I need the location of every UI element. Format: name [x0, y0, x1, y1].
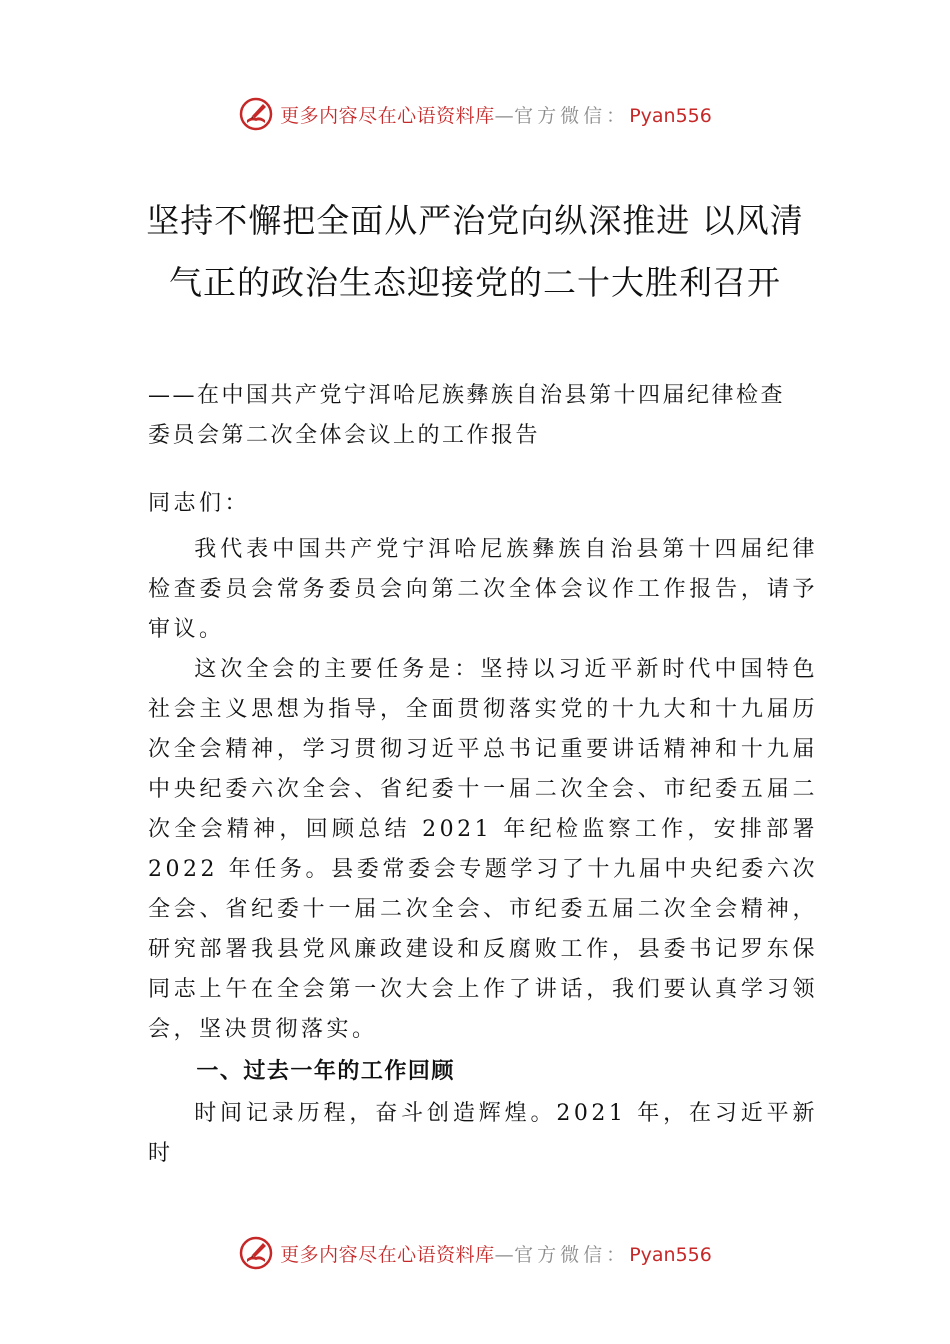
paragraph: 时间记录历程，奋斗创造辉煌。2021 年，在习近平新时 — [148, 1101, 818, 1166]
watermark-wechat-id: Pyan556 — [629, 1243, 712, 1266]
header-watermark-banner — [0, 94, 950, 134]
paragraph: 这次全会的主要任务是：坚持以习近平新时代中国特色社会主义思想为指导，全面贯彻落实党的十九大和十九届历次全会精神，学习贯彻习近平总书记重要讲话精神和十九届中央纪委六次全会、省纪委十一届二次全会、市纪委五届二次全会精神，回顾总结 2021 年纪检监察工作，安排部署 2022 年任务。县委常委会专题学习了十九届中央纪委六次全会、省纪委十一届二次全会、市纪委五届二次全会精神，研究部署我县党风廉政建设和反腐败工作，县委书记罗东保同志上午在全会第一次大会上作了讲话，我们要认真学习领会，坚决贯彻落实。 — [148, 657, 818, 1042]
watermark-text — [280, 101, 712, 128]
watermark-brand: 更多内容尽在心语资料库 — [280, 104, 495, 127]
document-body — [148, 484, 818, 1174]
document-subtitle: ——在中国共产党宁洱哈尼族彝族自治县第十四届纪律检查委员会第二次全体会议上的工作报告 — [148, 383, 786, 448]
watermark-separator: — — [494, 104, 515, 127]
paragraph: 我代表中国共产党宁洱哈尼族彝族自治县第十四届纪律检查委员会常务委员会向第二次全体会议作工作报告，请予审议。 — [148, 537, 818, 642]
watermark-brand: 更多内容尽在心语资料库 — [280, 1243, 495, 1266]
document-title: 坚持不懈把全面从严治党向纵深推进 以风清气正的政治生态迎接党的二十大胜利召开 — [146, 201, 804, 302]
book-pen-logo-icon — [238, 1235, 274, 1271]
salutation: 同志们： — [148, 491, 251, 516]
watermark-text — [280, 1240, 712, 1267]
book-pen-logo-icon — [238, 96, 274, 132]
watermark-wechat-id: Pyan556 — [629, 104, 712, 127]
watermark-wechat-label: 官方微信： — [514, 1243, 630, 1266]
watermark-separator: — — [494, 1243, 515, 1266]
watermark-wechat-label: 官方微信： — [514, 104, 630, 127]
section-heading: 一、过去一年的工作回顾 — [196, 1059, 455, 1084]
footer-watermark-banner — [0, 1233, 950, 1273]
